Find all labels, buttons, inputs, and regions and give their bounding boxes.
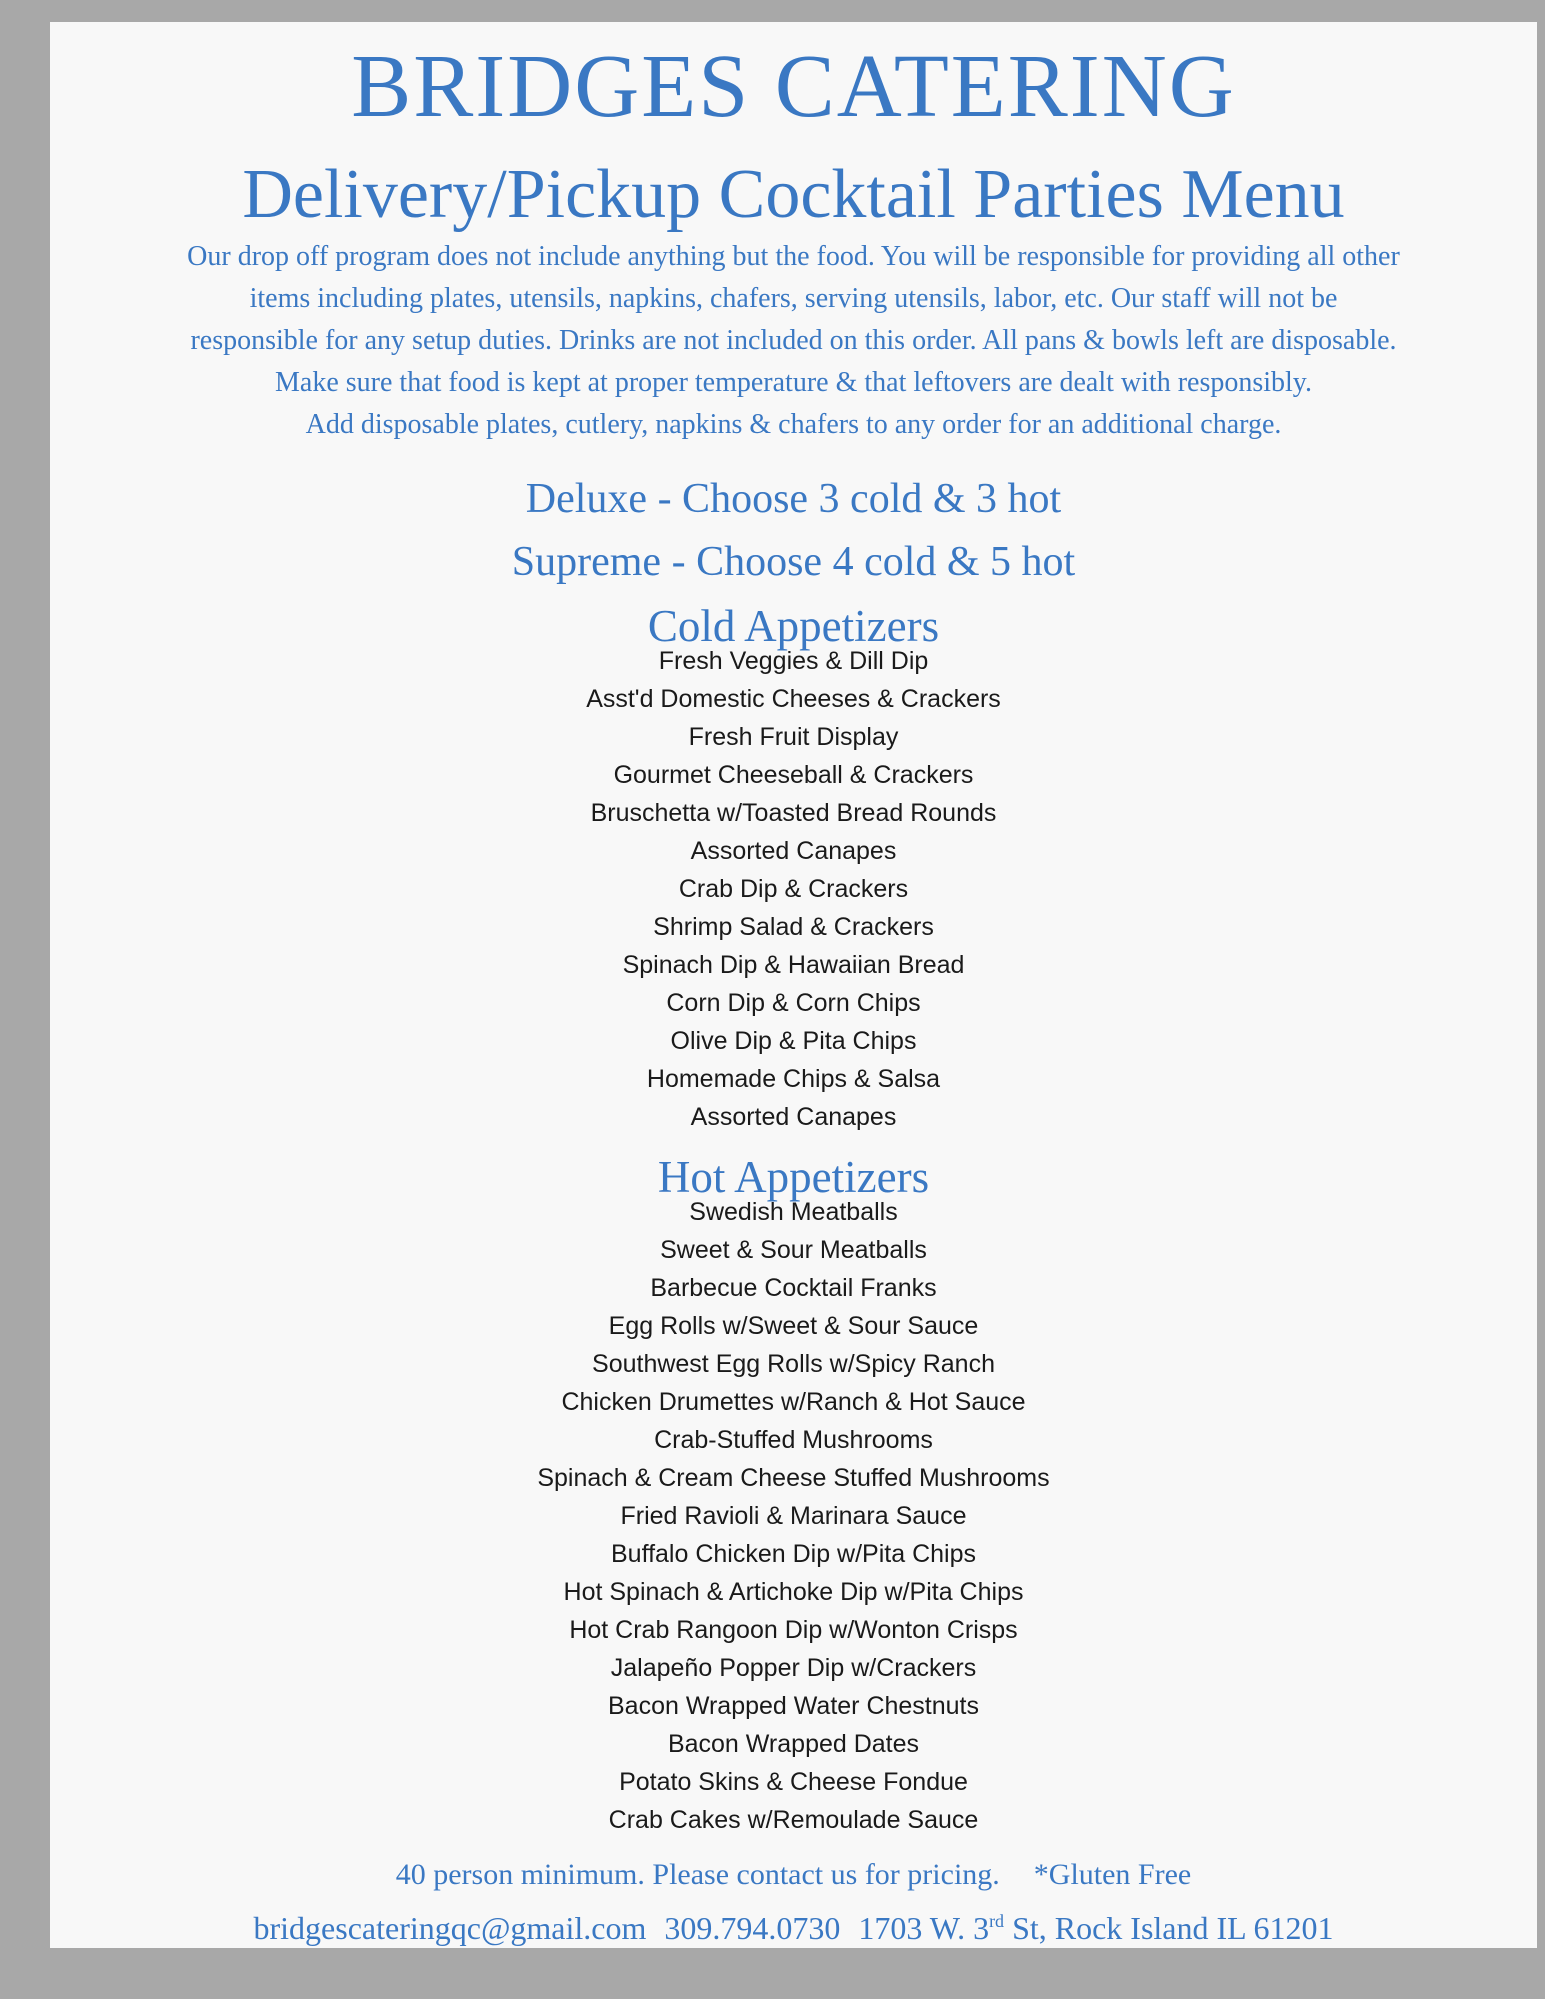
brand-title: BRIDGES CATERING: [351, 37, 1236, 136]
hot-item: Bacon Wrapped Water Chestnuts: [607, 1692, 980, 1720]
contact-email[interactable]: bridgescateringqc@gmail.com: [253, 1910, 647, 1946]
hot-appetizers-heading: Hot Appetizers: [657, 1152, 930, 1202]
cold-item: Homemade Chips & Salsa: [646, 1065, 941, 1093]
hot-item: Fried Ravioli & Marinara Sauce: [620, 1502, 967, 1530]
cold-item: Crab Dip & Crackers: [678, 875, 909, 903]
hot-item: Hot Crab Rangoon Dip w/Wonton Crisps: [569, 1616, 1018, 1644]
package-deluxe: Deluxe - Choose 3 cold & 3 hot: [525, 476, 1062, 522]
hot-item: Potato Skins & Cheese Fondue: [619, 1768, 968, 1796]
hot-item: Hot Spinach & Artichoke Dip w/Pita Chips: [563, 1578, 1024, 1606]
cold-item: Fresh Veggies & Dill Dip: [658, 647, 929, 675]
footer-note: [50, 1860, 1537, 1890]
hot-item: Bacon Wrapped Dates: [667, 1730, 920, 1758]
contact-address: [858, 1910, 1333, 1946]
address-prefix: 1703 W. 3: [858, 1910, 990, 1946]
hot-item: Egg Rolls w/Sweet & Sour Sauce: [608, 1312, 979, 1340]
hot-appetizers-list: [50, 1193, 1537, 1839]
hot-item: Swedish Meatballs: [689, 1198, 898, 1226]
cold-item: Gourmet Cheeseball & Crackers: [613, 761, 974, 789]
cold-item: Olive Dip & Pita Chips: [670, 1027, 917, 1055]
hot-item: Buffalo Chicken Dip w/Pita Chips: [611, 1540, 976, 1568]
address-suffix: St, Rock Island IL 61201: [1004, 1910, 1334, 1946]
cold-item: Shrimp Salad & Crackers: [653, 913, 934, 941]
contact-line: [50, 1912, 1537, 1944]
contact-phone[interactable]: 309.794.0730: [664, 1910, 841, 1946]
intro-paragraph: [50, 236, 1537, 446]
hot-item: Barbecue Cocktail Franks: [650, 1274, 937, 1302]
intro-line: Make sure that food is kept at proper temperature & that leftovers are dealt with responsibly.: [275, 367, 1312, 398]
hot-item: Crab Cakes w/Remoulade Sauce: [608, 1806, 979, 1834]
cold-item: Corn Dip & Corn Chips: [666, 989, 921, 1017]
intro-line: Add disposable plates, cutlery, napkins & chafers to any order for an additional charge.: [305, 409, 1282, 440]
minimum-note: 40 person minimum. Please contact us for pricing.: [395, 1858, 1000, 1891]
menu-subtitle: Delivery/Pickup Cocktail Parties Menu: [242, 156, 1345, 233]
package-supreme: Supreme - Choose 4 cold & 5 hot: [511, 539, 1076, 585]
cold-item: Assorted Canapes: [690, 837, 897, 865]
cold-item: Assorted Canapes: [690, 1103, 897, 1131]
cold-appetizers-heading: Cold Appetizers: [647, 601, 940, 651]
cold-item: Spinach Dip & Hawaiian Bread: [622, 951, 965, 979]
cold-item: Fresh Fruit Display: [688, 723, 899, 751]
hot-item: Chicken Drumettes w/Ranch & Hot Sauce: [561, 1388, 1026, 1416]
intro-line: items including plates, utensils, napkins, chafers, serving utensils, labor, etc. Our staff will not be: [249, 283, 1338, 314]
hot-item: Jalapeño Popper Dip w/Crackers: [610, 1654, 977, 1682]
menu-page: [50, 22, 1537, 1948]
hot-item: Sweet & Sour Meatballs: [660, 1236, 927, 1264]
hot-item: Southwest Egg Rolls w/Spicy Ranch: [592, 1350, 995, 1378]
gluten-free-note: *Gluten Free: [1033, 1858, 1192, 1891]
intro-line: Our drop off program does not include anything but the food. You will be responsible for providing all other: [187, 241, 1400, 272]
cold-item: Asst'd Domestic Cheeses & Crackers: [586, 685, 1001, 713]
cold-item: Bruschetta w/Toasted Bread Rounds: [590, 799, 997, 827]
intro-line: responsible for any setup duties. Drinks are not included on this order. All pans & bowls left are disposable.: [190, 325, 1397, 356]
address-ordinal: rd: [989, 1911, 1005, 1931]
hot-item: Spinach & Cream Cheese Stuffed Mushrooms: [537, 1464, 1050, 1492]
cold-appetizers-list: [50, 642, 1537, 1136]
hot-item: Crab-Stuffed Mushrooms: [654, 1426, 933, 1454]
